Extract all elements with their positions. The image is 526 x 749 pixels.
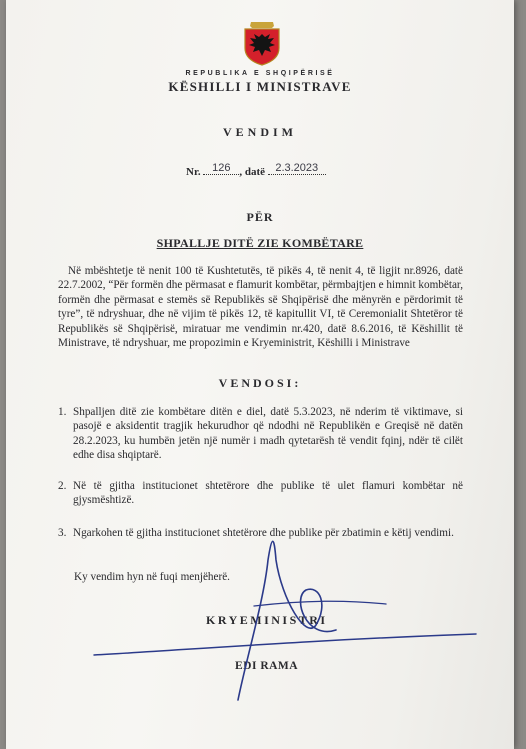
item-number: 2. xyxy=(58,480,67,492)
per-label: PËR xyxy=(246,210,274,224)
item-number: 3. xyxy=(58,527,67,539)
decision-date: 2.3.2023 xyxy=(268,162,326,175)
signatory-title: KRYEMINISTRI xyxy=(206,613,328,627)
republic-heading: REPUBLIKA E SHQIPËRISË xyxy=(185,70,335,77)
handwritten-signature xyxy=(6,0,514,749)
albania-coat-of-arms-icon xyxy=(243,20,281,66)
item-number: 1. xyxy=(58,406,67,418)
preamble-paragraph: Në mbështetje të nenit 100 të Kushtetutës, të pikës 4, të nenit 4, të ligjit nr.8926, datë 22.7.2002, “Për formën dhe përmasat e flamurit kombëtar, përmbajtjen e himnit kombëtar, formën dhe përmasat e stemës së Republikës së Shqipërisë dhe mënyrën e përdorimit të tyre”, të ndryshuar, dhe në vijim të pikës 12, të kapitullit VI, të Ceremonialit Shtetëror të Republikës së Shqipërisë, miratuar me vendimin nr.420, datë 8.6.2016, të Këshillit të Ministrave, të ndryshuar, me propozimin e Kryeministrit, Këshilli i Ministrave xyxy=(58,265,463,350)
item-text: Shpalljen ditë zie kombëtare ditën e diel, datë 5.3.2023, në nderim të viktimave, si pasojë e aksidentit tragjik hekurudhor që ndodhi në Republikën e Greqisë në datën 28.2.2023, ku humbën jetën një numër i madh qytetarësh të vendit fqinj, ndër të cilët edhe disa shqiptarë. xyxy=(73,406,463,462)
vendosi-heading: VENDOSI: xyxy=(218,376,302,390)
decision-title: VENDIM xyxy=(223,125,297,139)
closing-statement: Ky vendim hyn në fuqi menjëherë. xyxy=(74,571,230,583)
item-text: Ngarkohen të gjitha institucionet shtetërore dhe publike për zbatimin e këtij vendimi. xyxy=(73,527,454,539)
signatory-name: EDI RAMA xyxy=(235,660,299,672)
council-heading: KËSHILLI I MINISTRAVE xyxy=(168,79,352,94)
decision-subject: SHPALLJE DITË ZIE KOMBËTARE xyxy=(156,236,364,250)
document-page xyxy=(6,0,514,749)
decision-number: 126 xyxy=(203,162,239,175)
nr-label: Nr. xyxy=(186,166,201,178)
date-label: , datë xyxy=(239,166,265,178)
item-text: Në të gjitha institucionet shtetërore dhe publike të ulet flamuri kombëtar në gjysmështizë. xyxy=(73,480,463,507)
decision-number-line xyxy=(186,162,326,179)
